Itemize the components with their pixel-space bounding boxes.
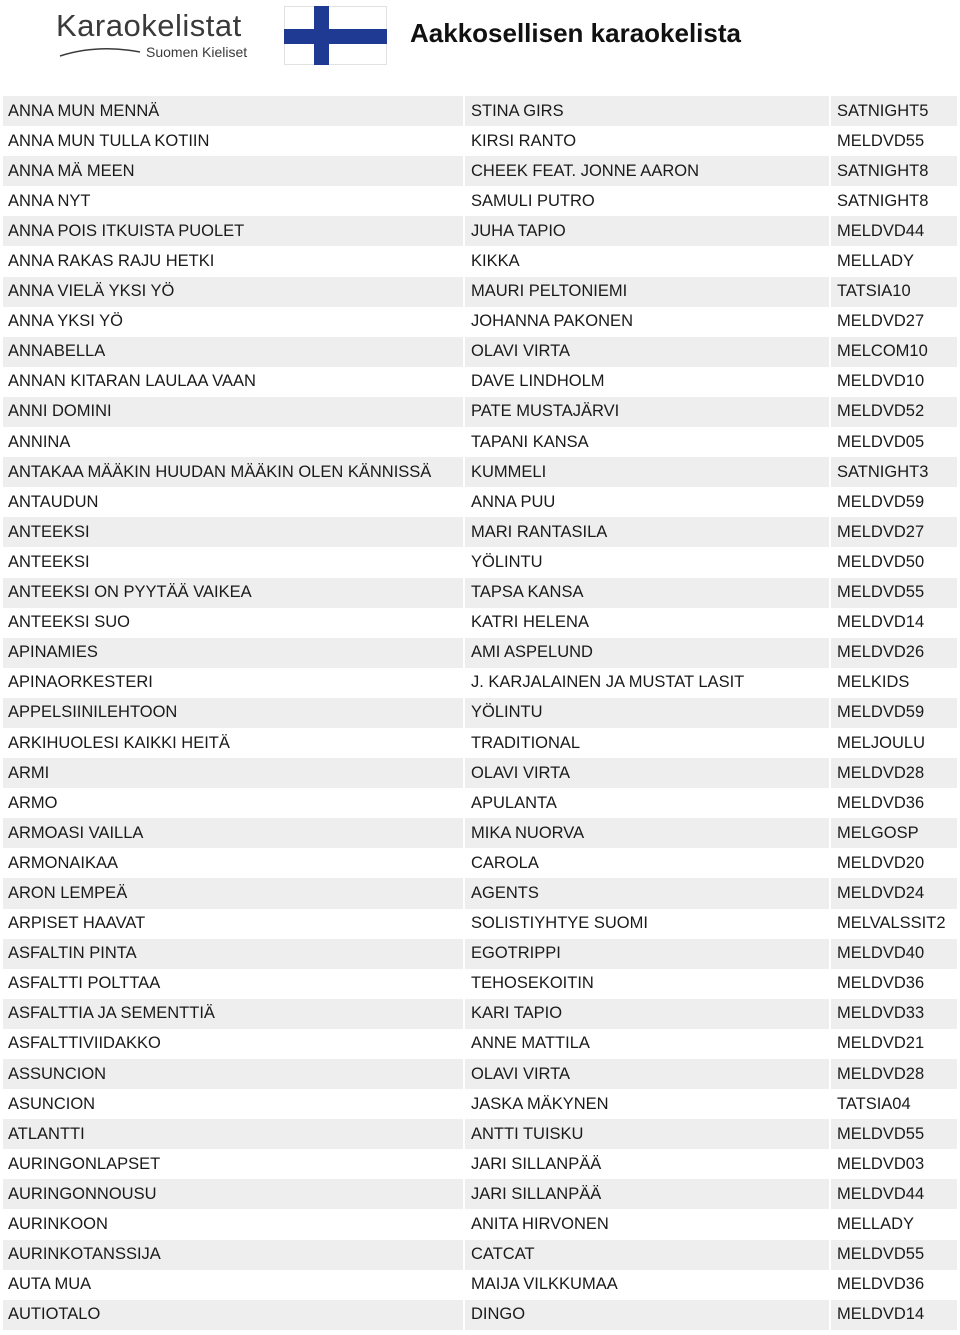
- table-row: [3, 246, 957, 276]
- artist-cell: JUHA TAPIO: [465, 216, 831, 246]
- song-title-cell: ANTEEKSI: [3, 517, 465, 547]
- logo-swoosh-icon: [58, 46, 142, 60]
- artist-cell: APULANTA: [465, 788, 831, 818]
- song-title-cell: ARON LEMPEÄ: [3, 878, 465, 908]
- disc-code-cell: MELDVD44: [837, 1184, 925, 1203]
- table-row: [3, 1179, 957, 1209]
- song-title-cell: AURINGONNOUSU: [3, 1179, 465, 1209]
- artist-cell: OLAVI VIRTA: [465, 1059, 831, 1089]
- artist-cell: DAVE LINDHOLM: [465, 367, 831, 397]
- table-row: [3, 367, 957, 397]
- disc-code-cell: MELDVD55: [837, 1245, 925, 1264]
- artist-cell: ANITA HIRVONEN: [465, 1209, 831, 1239]
- disc-code-cell: MELDVD36: [837, 793, 925, 812]
- song-title-cell: ASSUNCION: [3, 1059, 465, 1089]
- song-title-cell: ANNABELLA: [3, 337, 465, 367]
- disc-code-cell: MELJOULU: [837, 733, 926, 752]
- artist-cell: EGOTRIPPI: [465, 939, 831, 969]
- table-row: [3, 1029, 957, 1059]
- song-title-cell: APINAMIES: [3, 638, 465, 668]
- song-title-cell: ANTEEKSI: [3, 547, 465, 577]
- table-row: [3, 638, 957, 668]
- artist-cell: TEHOSEKOITIN: [465, 969, 831, 999]
- table-row: [3, 818, 957, 848]
- song-title-cell: ANNA MUN TULLA KOTIIN: [3, 126, 465, 156]
- song-title-cell: ARMONAIKAA: [3, 848, 465, 878]
- song-title-cell: AUTIOTALO: [3, 1300, 465, 1330]
- table-row: [3, 126, 957, 156]
- artist-cell: CATCAT: [465, 1240, 831, 1270]
- table-row: [3, 1149, 957, 1179]
- table-row: [3, 939, 957, 969]
- disc-code-cell: MELDVD21: [837, 1034, 925, 1053]
- song-title-cell: ARPISET HAAVAT: [3, 909, 465, 939]
- artist-cell: CHEEK FEAT. JONNE AARON: [465, 156, 831, 186]
- finnish-flag-icon: [284, 6, 387, 65]
- artist-cell: KIKKA: [465, 246, 831, 276]
- artist-cell: OLAVI VIRTA: [465, 758, 831, 788]
- disc-code-cell: MELDVD26: [837, 643, 925, 662]
- artist-cell: SOLISTIYHTYE SUOMI: [465, 909, 831, 939]
- table-row: [3, 427, 957, 457]
- disc-code-cell: MELLADY: [837, 1215, 915, 1234]
- artist-cell: ANNE MATTILA: [465, 1029, 831, 1059]
- disc-code-cell: MELDVD55: [837, 1124, 925, 1143]
- song-title-cell: ANTAUDUN: [3, 487, 465, 517]
- song-title-cell: AURINKOTANSSIJA: [3, 1240, 465, 1270]
- artist-cell: JARI SILLANPÄÄ: [465, 1179, 831, 1209]
- table-row: [3, 457, 957, 487]
- table-row: [3, 517, 957, 547]
- table-row: [3, 909, 957, 939]
- table-row: [3, 216, 957, 246]
- song-title-cell: ATLANTTI: [3, 1119, 465, 1149]
- disc-code-cell: TATSIA10: [837, 282, 911, 301]
- artist-cell: OLAVI VIRTA: [465, 337, 831, 367]
- table-row: [3, 547, 957, 577]
- artist-cell: PATE MUSTAJÄRVI: [465, 397, 831, 427]
- song-title-cell: APPELSIINILEHTOON: [3, 698, 465, 728]
- table-row: [3, 608, 957, 638]
- song-title-cell: ANNA POIS ITKUISTA PUOLET: [3, 216, 465, 246]
- table-row: [3, 1089, 957, 1119]
- disc-code-cell: MELDVD36: [837, 974, 925, 993]
- disc-code-cell: SATNIGHT8: [837, 161, 929, 180]
- disc-code-cell: MELDVD44: [837, 221, 925, 240]
- song-title-cell: AURINKOON: [3, 1209, 465, 1239]
- disc-code-cell: MELDVD40: [837, 944, 925, 963]
- table-row: [3, 668, 957, 698]
- table-row: [3, 487, 957, 517]
- song-title-cell: ANTEEKSI SUO: [3, 608, 465, 638]
- song-title-cell: ARMI: [3, 758, 465, 788]
- song-title-cell: ASFALTTI POLTTAA: [3, 969, 465, 999]
- table-row: [3, 1059, 957, 1089]
- song-title-cell: ASFALTTIA JA SEMENTTIÄ: [3, 999, 465, 1029]
- table-row: [3, 1270, 957, 1300]
- table-row: [3, 307, 957, 337]
- artist-cell: KATRI HELENA: [465, 608, 831, 638]
- artist-cell: AMI ASPELUND: [465, 638, 831, 668]
- table-row: [3, 578, 957, 608]
- song-title-cell: ANNA VIELÄ YKSI YÖ: [3, 277, 465, 307]
- artist-cell: KUMMELI: [465, 457, 831, 487]
- artist-cell: TRADITIONAL: [465, 728, 831, 758]
- disc-code-cell: MELDVD20: [837, 853, 925, 872]
- song-title-cell: ASFALTTIVIIDAKKO: [3, 1029, 465, 1059]
- artist-cell: MARI RANTASILA: [465, 517, 831, 547]
- song-title-cell: ARMOASI VAILLA: [3, 818, 465, 848]
- table-row: [3, 337, 957, 367]
- disc-code-cell: SATNIGHT3: [837, 462, 929, 481]
- artist-cell: J. KARJALAINEN JA MUSTAT LASIT: [465, 668, 831, 698]
- song-title-cell: ANNA MUN MENNÄ: [3, 96, 465, 126]
- artist-cell: AGENTS: [465, 878, 831, 908]
- artist-cell: SAMULI PUTRO: [465, 186, 831, 216]
- table-row: [3, 1240, 957, 1270]
- disc-code-cell: MELKIDS: [837, 673, 910, 692]
- song-title-cell: ANNA MÄ MEEN: [3, 156, 465, 186]
- table-row: [3, 758, 957, 788]
- disc-code-cell: MELDVD52: [837, 402, 925, 421]
- disc-code-cell: MELDVD28: [837, 763, 925, 782]
- artist-cell: JOHANNA PAKONEN: [465, 307, 831, 337]
- artist-cell: KIRSI RANTO: [465, 126, 831, 156]
- table-row: [3, 788, 957, 818]
- artist-cell: KARI TAPIO: [465, 999, 831, 1029]
- disc-code-cell: MELDVD14: [837, 1305, 925, 1324]
- artist-cell: MAURI PELTONIEMI: [465, 277, 831, 307]
- disc-code-cell: SATNIGHT5: [837, 101, 929, 120]
- artist-cell: CAROLA: [465, 848, 831, 878]
- song-title-cell: APINAORKESTERI: [3, 668, 465, 698]
- logo-main-text: Karaokelistat: [56, 8, 242, 43]
- table-row: [3, 878, 957, 908]
- artist-cell: MAIJA VILKKUMAA: [465, 1270, 831, 1300]
- disc-code-cell: MELDVD59: [837, 703, 925, 722]
- table-row: [3, 156, 957, 186]
- artist-cell: DINGO: [465, 1300, 831, 1330]
- disc-code-cell: MELDVD36: [837, 1275, 925, 1294]
- song-title-cell: ANNINA: [3, 427, 465, 457]
- disc-code-cell: MELDVD33: [837, 1004, 925, 1023]
- disc-code-cell: MELDVD14: [837, 613, 925, 632]
- disc-code-cell: MELDVD27: [837, 522, 925, 541]
- song-title-cell: ANNAN KITARAN LAULAA VAAN: [3, 367, 465, 397]
- page-title: Aakkosellisen karaokelista: [410, 18, 741, 48]
- artist-cell: MIKA NUORVA: [465, 818, 831, 848]
- table-row: [3, 96, 957, 126]
- artist-cell: JASKA MÄKYNEN: [465, 1089, 831, 1119]
- song-title-cell: ANNI DOMINI: [3, 397, 465, 427]
- table-row: [3, 848, 957, 878]
- table-row: [3, 397, 957, 427]
- artist-cell: JARI SILLANPÄÄ: [465, 1149, 831, 1179]
- disc-code-cell: MELDVD05: [837, 432, 925, 451]
- song-title-cell: ANTAKAA MÄÄKIN HUUDAN MÄÄKIN OLEN KÄNNISSÄ: [3, 457, 465, 487]
- disc-code-cell: MELDVD28: [837, 1064, 925, 1083]
- disc-code-cell: MELDVD55: [837, 583, 925, 602]
- disc-code-cell: MELDVD50: [837, 552, 925, 571]
- song-title-cell: ARMO: [3, 788, 465, 818]
- table-row: [3, 698, 957, 728]
- logo-sub-text: Suomen Kieliset: [146, 44, 248, 60]
- disc-code-cell: MELDVD55: [837, 131, 925, 150]
- disc-code-cell: MELVALSSIT2: [837, 914, 946, 933]
- song-title-cell: ASUNCION: [3, 1089, 465, 1119]
- disc-code-cell: MELGOSP: [837, 823, 919, 842]
- artist-cell: ANTTI TUISKU: [465, 1119, 831, 1149]
- song-title-cell: AUTA MUA: [3, 1270, 465, 1300]
- table-row: [3, 1300, 957, 1330]
- disc-code-cell: MELCOM10: [837, 342, 928, 361]
- disc-code-cell: MELDVD03: [837, 1154, 925, 1173]
- song-title-cell: AURINGONLAPSET: [3, 1149, 465, 1179]
- song-title-cell: ARKIHUOLESI KAIKKI HEITÄ: [3, 728, 465, 758]
- artist-cell: YÖLINTU: [465, 698, 831, 728]
- song-title-cell: ANTEEKSI ON PYYTÄÄ VAIKEA: [3, 578, 465, 608]
- artist-cell: STINA GIRS: [465, 96, 831, 126]
- disc-code-cell: MELDVD59: [837, 492, 925, 511]
- song-title-cell: ANNA YKSI YÖ: [3, 307, 465, 337]
- table-row: [3, 999, 957, 1029]
- table-row: [3, 1209, 957, 1239]
- song-table: [3, 96, 957, 1330]
- artist-cell: YÖLINTU: [465, 547, 831, 577]
- song-title-cell: ANNA NYT: [3, 186, 465, 216]
- song-title-cell: ASFALTIN PINTA: [3, 939, 465, 969]
- table-row: [3, 1119, 957, 1149]
- artist-cell: TAPSA KANSA: [465, 578, 831, 608]
- disc-code-cell: MELDVD24: [837, 883, 925, 902]
- karaokelistat-logo[interactable]: [56, 8, 278, 68]
- table-row: [3, 277, 957, 307]
- disc-code-cell: MELDVD27: [837, 312, 925, 331]
- table-row: [3, 969, 957, 999]
- disc-code-cell: MELDVD10: [837, 372, 925, 391]
- table-row: [3, 186, 957, 216]
- page-header: [0, 0, 960, 96]
- artist-cell: TAPANI KANSA: [465, 427, 831, 457]
- disc-code-cell: MELLADY: [837, 252, 915, 271]
- disc-code-cell: TATSIA04: [837, 1094, 911, 1113]
- table-row: [3, 728, 957, 758]
- artist-cell: ANNA PUU: [465, 487, 831, 517]
- disc-code-cell: SATNIGHT8: [837, 191, 929, 210]
- song-title-cell: ANNA RAKAS RAJU HETKI: [3, 246, 465, 276]
